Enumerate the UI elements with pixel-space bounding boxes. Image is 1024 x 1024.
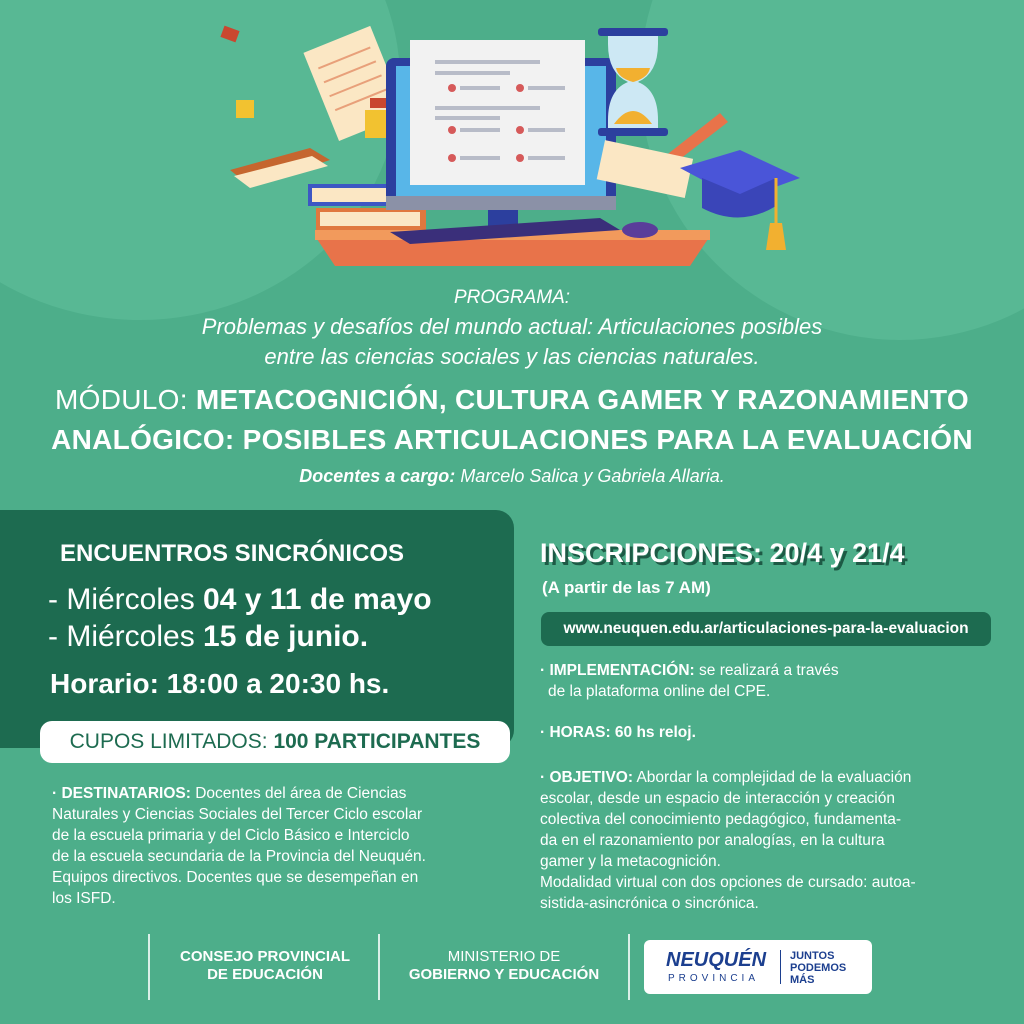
- objetivo-label: · OBJETIVO:: [540, 769, 634, 786]
- implementacion: · IMPLEMENTACIÓN: se realizará a través de la plataforma online del CPE.: [540, 662, 839, 700]
- modulo-title: [0, 380, 1024, 460]
- neuquen-separator: [780, 950, 781, 984]
- programa-title: [0, 312, 1024, 372]
- cupos-value: 100 PARTICIPANTES: [273, 730, 481, 753]
- programa-label: PROGRAMA:: [453, 287, 571, 308]
- ministerio-logo: MINISTERIO DE GOBIERNO Y EDUCACIÓN: [408, 948, 600, 983]
- cupos-label: CUPOS LIMITADOS:: [69, 730, 268, 753]
- destinatarios-label: · DESTINATARIOS:: [52, 785, 191, 802]
- programa-title-line1: Problemas y desafíos del mundo actual: Articulaciones posibles: [201, 314, 823, 339]
- programa-title-line2: entre las ciencias sociales y las ciencias naturales.: [264, 344, 760, 369]
- encuentros-title: ENCUENTROS SINCRÓNICOS: [60, 540, 405, 567]
- footer-divider: [628, 934, 630, 1000]
- footer-divider: [148, 934, 150, 1000]
- modulo-prefix: MÓDULO:: [55, 384, 188, 415]
- inscripciones-title: INSCRIPCIONES: 20/4 y 21/4: [540, 538, 905, 568]
- encuentros-date-2: - Miércoles 15 de junio.: [48, 620, 369, 653]
- neuquen-logo: [644, 940, 872, 994]
- neuquen-provincia: PROVINCIA: [668, 973, 760, 984]
- docentes-line: [0, 466, 1024, 487]
- juntos-podemos-mas: JUNTOS PODEMOS MÁS: [790, 950, 847, 986]
- encuentros-date-1: - Miércoles 04 y 11 de mayo: [48, 583, 432, 616]
- inscripciones-subtitle: (A partir de las 7 AM): [542, 578, 711, 597]
- footer-divider: [378, 934, 380, 1000]
- objetivo: · OBJETIVO: Abordar la complejidad de la evaluación escolar, desde un espacio de interacción y creación colectiva del conocimiento pedagógico, fundamenta- da en el razonamiento por analogías, en la cultura gamer y la metacognición. Modalidad virtual con dos opciones de cursado: autoa- sistida-asincrónica o sincrónica.: [540, 769, 916, 912]
- header-illustration: [220, 18, 820, 278]
- inscripciones-url[interactable]: www.neuquen.edu.ar/articulaciones-para-la-evaluacion: [541, 612, 991, 646]
- destinatarios: · DESTINATARIOS: Docentes del área de Ciencias Naturales y Ciencias Sociales del Tercer Ciclo escolar de la escuela primaria y del Ciclo Básico e Interciclo de la escuela secundaria de la Provincia del Neuquén. Equipos directivos. Docentes que se desempeñan en los ISFD.: [52, 785, 426, 907]
- modulo-title-line2: ANALÓGICO: POSIBLES ARTICULACIONES PARA LA EVALUACIÓN: [51, 424, 973, 455]
- implementacion-label: · IMPLEMENTACIÓN:: [540, 662, 695, 679]
- neuquen-name: NEUQUÉN: [666, 949, 767, 971]
- computer-monitor-icon: [386, 40, 616, 230]
- docentes-label: Docentes a cargo:: [299, 466, 456, 486]
- horario: Horario: 18:00 a 20:30 hs.: [50, 668, 390, 699]
- consejo-logo: CONSEJO PROVINCIAL DE EDUCACIÓN: [179, 948, 351, 983]
- docentes-names: Marcelo Salica y Gabriela Allaria.: [460, 466, 725, 486]
- cupos-badge: [40, 721, 510, 763]
- horas: · HORAS: 60 hs reloj.: [540, 724, 696, 741]
- modulo-title-line1: METACOGNICIÓN, CULTURA GAMER Y RAZONAMIENTO: [195, 384, 969, 415]
